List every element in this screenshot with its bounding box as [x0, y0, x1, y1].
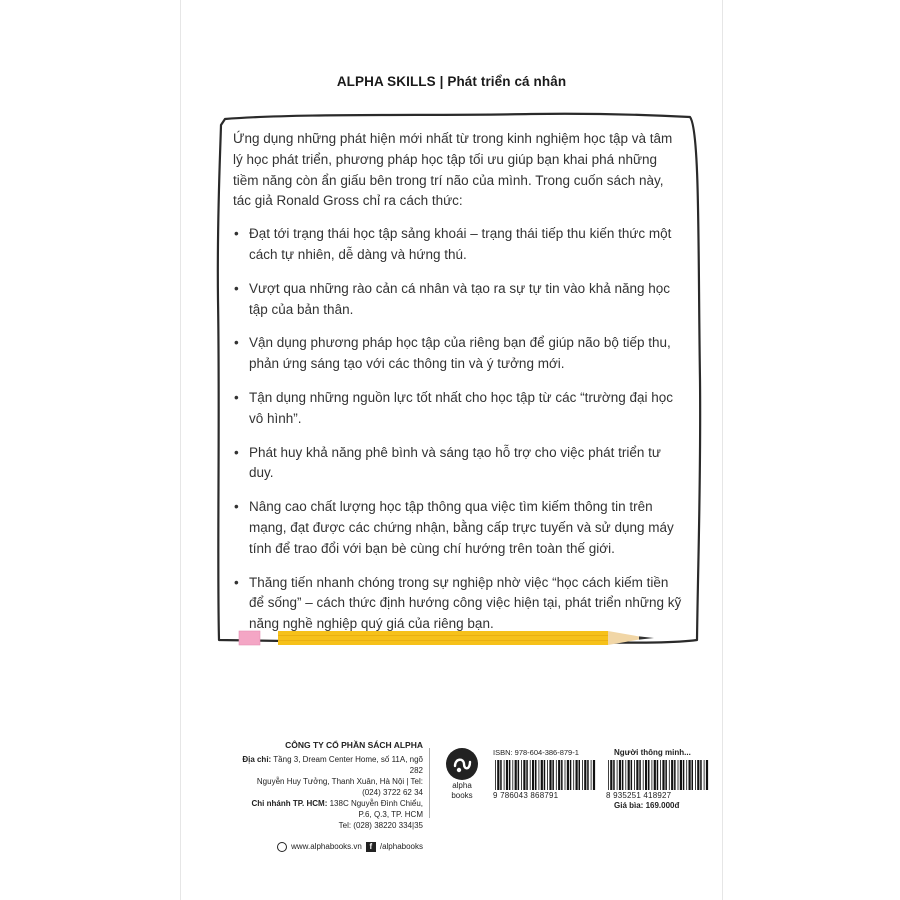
- bullet-icon: •: [234, 574, 239, 590]
- isbn-barcode-number: 9 786043 868791: [493, 791, 559, 800]
- bullet-icon: •: [234, 226, 239, 242]
- divider: [429, 748, 430, 818]
- isbn-barcode: [493, 760, 599, 790]
- price-block: [606, 748, 716, 810]
- book-title-short: Người thông minh...: [614, 748, 691, 757]
- list-item: • Nâng cao chất lượng học tập thông qua việc tìm kiếm thông tin trên mạng, đạt được các chứng nhận, bằng cấp trực tuyến và sử dụng máy tính để trao đổi với bạn bè cùng chí hướng trên toàn thế giới.: [234, 499, 674, 556]
- website-link[interactable]: www.alphabooks.vn: [291, 842, 362, 851]
- publisher-info: CÔNG TY CỔ PHẦN SÁCH ALPHA Địa chỉ: Tầng 3, Dream Center Home, số 11A, ngõ 282 Nguyễn Huy Tưởng, Thanh Xuân, Hà Nội | Tel: (024) 3722 62 34 Chi nhánh TP. HCM: 138C Nguyễn Đình Chiểu, P.6, Q.3, TP. HCM Tel: (028) 38220 334|35 www.alphabooks.vn f /alphabooks: [237, 740, 423, 852]
- alpha-logo-icon: [446, 748, 478, 780]
- list-item: • Thăng tiến nhanh chóng trong sự nghiệp nhờ việc “học cách kiếm tiền để sống” – cách thức định hướng công việc hiện tại, phát triển những kỹ năng nghề nghiệp quý giá của riêng bạn.: [234, 574, 682, 632]
- list-item: • Vận dụng phương pháp học tập của riêng bạn để giúp não bộ tiếp thu, phản ứng sáng tạo với các thông tin và ý tưởng mới.: [234, 335, 671, 372]
- facebook-icon: f: [366, 842, 376, 852]
- series-title: ALPHA SKILLS | Phát triển cá nhân: [336, 74, 567, 89]
- list-item: • Đạt tới trạng thái học tập sảng khoái – trạng thái tiếp thu kiến thức một cách tự nhiên, dễ dàng và hứng thú.: [234, 226, 672, 262]
- bullet-icon: •: [234, 280, 239, 296]
- price-barcode-number: 8 935251 418927: [606, 791, 672, 800]
- isbn-block: [493, 748, 601, 800]
- price-barcode: [606, 760, 712, 790]
- bullet-icon: •: [234, 335, 239, 351]
- bullet-icon: •: [234, 389, 239, 405]
- alpha-books-logo: alpha books: [437, 748, 487, 800]
- blurb: [233, 129, 683, 648]
- list-item: • Phát huy khả năng phê bình và sáng tạo hỗ trợ cho việc phát triển tư duy.: [234, 444, 661, 481]
- bullet-icon: •: [234, 444, 239, 460]
- pencil-lead: [639, 636, 654, 639]
- eraser: [239, 631, 260, 645]
- blurb-intro: Ứng dụng những phát hiện mới nhất từ trong kinh nghiệm học tập và tâm lý học phát triển, phương pháp học tập tối ưu giúp bạn khai phá những tiềm năng còn ẩn giấu bên trong trí não của mình. Trong cuốn sách này, tác giả Ronald Gross chỉ ra cách thức:: [233, 131, 673, 209]
- facebook-link[interactable]: /alphabooks: [379, 842, 423, 851]
- feature-list: [233, 224, 683, 635]
- list-item: • Tận dụng những nguồn lực tốt nhất cho học tập từ các “trường đại học vô hình”.: [234, 389, 674, 426]
- cover-price: Giá bìa: 169.000đ: [614, 801, 680, 810]
- pencil-illustration: [237, 626, 663, 656]
- pencil-body: [278, 631, 608, 645]
- globe-icon: [277, 842, 287, 852]
- book-back-cover: [180, 0, 723, 900]
- bullet-icon: •: [234, 499, 239, 515]
- publisher-name: CÔNG TY CỔ PHẦN SÁCH ALPHA: [285, 740, 423, 750]
- isbn-label: ISBN: 978-604-386-879-1: [493, 748, 579, 757]
- list-item: • Vượt qua những rào cản cá nhân và tạo ra sự tự tin vào khả năng học tập của bản thân.: [234, 280, 671, 317]
